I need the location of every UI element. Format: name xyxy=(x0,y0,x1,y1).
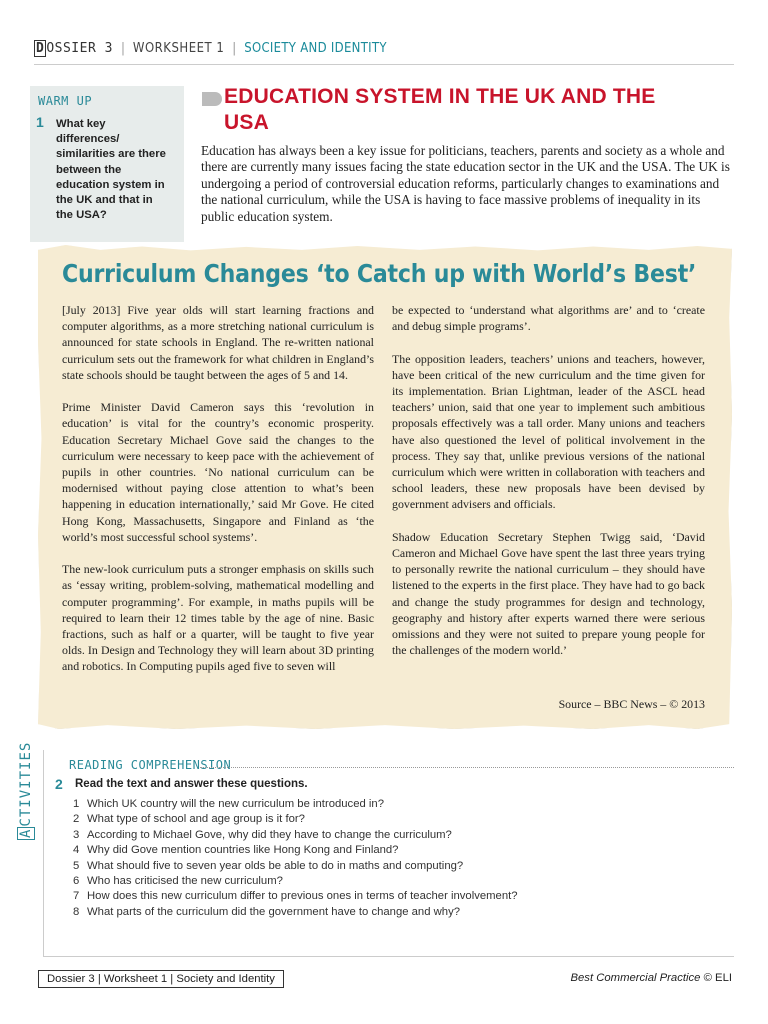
footer-copyright: © ELI xyxy=(700,972,732,984)
activities-divider-vertical xyxy=(43,750,44,956)
question-list xyxy=(73,797,518,920)
title-marker-icon xyxy=(202,92,222,106)
article-left-column xyxy=(62,302,374,691)
header-separator: | xyxy=(232,41,237,56)
activities-text: CTIVITIES xyxy=(18,741,34,827)
worksheet-label: WORKSHEET 1 xyxy=(132,41,225,56)
question-text: What type of school and age group is it for? xyxy=(87,813,305,826)
activities-label xyxy=(18,742,34,840)
footer-publication: Best Commercial Practice xyxy=(570,972,701,984)
question-text: According to Michael Gove, why did they have to change the curriculum? xyxy=(87,828,452,841)
article-paragraph: Shadow Education Secretary Stephen Twigg said, ‘David Cameron and Michael Gove have spent the last three years trying to personally rewrite the national curriculum – they should have listened to the experts in the first place. They have had to go back and change the study programmes for design and technology, geography and history after experts warned there were serious omissions and they were not suited to prepare young people for the challenges of the modern world.’ xyxy=(392,529,705,658)
question-number: 5 xyxy=(73,859,80,872)
list-item xyxy=(73,889,518,904)
footer-credit xyxy=(570,972,732,984)
list-item xyxy=(73,874,518,889)
question-number: 2 xyxy=(73,813,80,826)
question-text: What parts of the curriculum did the government have to change and why? xyxy=(87,905,461,918)
question-text: How does this new curriculum differ to previous ones in terms of teacher involvement? xyxy=(87,890,518,903)
page-title: EDUCATION SYSTEM IN THE UK AND THE USA xyxy=(224,85,656,134)
page-header xyxy=(34,41,387,56)
dossier-initial: D xyxy=(36,41,45,56)
article-paragraph: Prime Minister David Cameron says this ‘revolution in education’ is vital for the country’s economic prosperity. Education Secretary Michael Gove said the changes to the curriculum were necessary to keep pace with the achievement of pupils in other countries. ‘No national curriculum can be modernised without paying close attention to what’s been happening in education internationally,’ said Mr Gove. He cited Hong Kong, Massachusetts, Singapore and Finland as ‘the world’s most successful school systems’. xyxy=(62,400,374,544)
reading-comprehension-title: READING COMPREHENSION xyxy=(69,758,232,772)
warm-up-number: 1 xyxy=(36,114,44,130)
question-text: What should five to seven year olds be able to do in maths and computing? xyxy=(87,859,464,872)
list-item xyxy=(73,828,518,843)
question-number: 1 xyxy=(73,798,80,810)
exercise-number: 2 xyxy=(55,776,63,792)
list-item xyxy=(73,812,518,827)
question-text: Who has criticised the new curriculum? xyxy=(87,874,283,887)
question-number: 4 xyxy=(73,844,80,857)
topic-label: SOCIETY AND IDENTITY xyxy=(244,41,387,56)
question-text: Which UK country will the new curriculum be introduced in? xyxy=(87,798,384,810)
warm-up-question: What key differences/ similarities are there between the education system in the UK and that in the USA? xyxy=(56,118,166,222)
reading-comprehension-rule xyxy=(200,767,734,768)
article-paragraph: be expected to ‘understand what algorithms are’ and to ‘create and debug simple programs’. xyxy=(392,303,705,334)
question-number: 3 xyxy=(73,828,80,841)
warm-up-title: WARM UP xyxy=(38,94,93,108)
list-item xyxy=(73,905,518,920)
exercise-instruction: Read the text and answer these questions. xyxy=(75,778,308,790)
header-divider xyxy=(34,64,734,65)
list-item xyxy=(73,797,518,812)
warm-up-box xyxy=(30,86,184,242)
dossier-text: OSSIER 3 xyxy=(46,41,113,56)
list-item xyxy=(73,843,518,858)
article-paragraph: [July 2013] Five year olds will start learning fractions and computer algorithms, as a more stretching national curriculum is announced for state schools in England. The re-written national curriculum sets out the framework for what children in England’s state schools should be taught between the ages of 5 and 14. xyxy=(62,303,374,382)
article-paragraph: The new-look curriculum puts a stronger emphasis on skills such as ‘essay writing, problem-solving, mathematical modelling and computer programming’. For example, in maths pupils will be required to learn their 12 times table by the age of nine. Basic fractions, such as half or a quarter, will be taught to five year olds. In Design and Technology they will learn about 3D printing and robotics. In Computing pupils aged five to seven will xyxy=(62,562,374,674)
dossier-label xyxy=(34,41,113,56)
article-right-column xyxy=(392,302,705,675)
article-title: Curriculum Changes ‘to Catch up with World’s Best’ xyxy=(62,259,697,288)
question-number: 7 xyxy=(73,890,80,903)
question-number: 6 xyxy=(73,874,80,887)
question-number: 8 xyxy=(73,905,80,918)
list-item xyxy=(73,859,518,874)
question-text: Why did Gove mention countries like Hong Kong and Finland? xyxy=(87,844,399,857)
header-separator: | xyxy=(120,41,125,56)
activities-divider-horizontal xyxy=(43,956,734,957)
footer-breadcrumb: Dossier 3 | Worksheet 1 | Society and Identity xyxy=(38,970,284,988)
activities-initial: A xyxy=(18,828,34,838)
article-paragraph: The opposition leaders, teachers’ unions and teachers, however, have been critical of the new curriculum and the time given for its implementation. Brian Lightman, leader of the ASCL head teachers’ union, said that one year to implement such ambitious proposals effectively was a tall order. Many unions and teachers have also questioned the level of political involvement in the process. They say that, unlike previous versions of the national curriculum which were written in collaboration with teachers and school leaders, these new proposals have been devised by government advisers and officials. xyxy=(392,351,705,512)
intro-paragraph: Education has always been a key issue for politicians, teachers, parents and society as a whole and there are currently many issues facing the state education sector in the UK and the USA. The UK is undergoing a period of controversial education reforms, particularly changes to examinations and the national curriculum, while the USA is having to face massive problems of inequality in its public education system. xyxy=(201,143,730,224)
article-source: Source – BBC News – © 2013 xyxy=(558,697,705,711)
